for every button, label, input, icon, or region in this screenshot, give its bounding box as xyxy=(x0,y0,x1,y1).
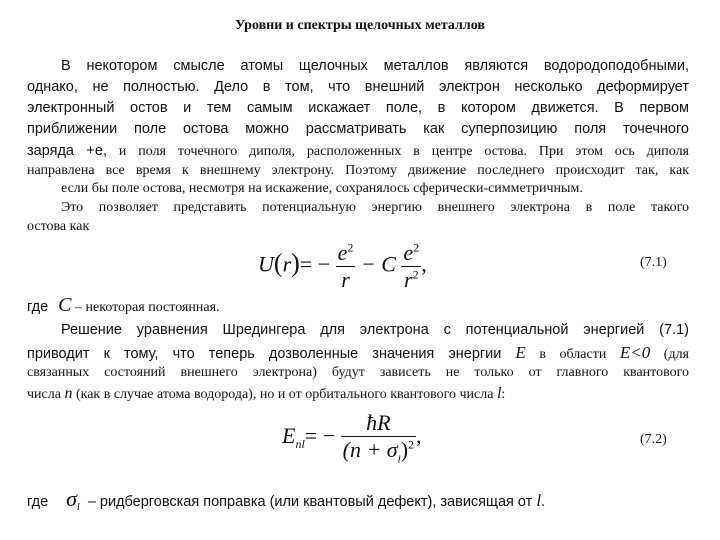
eq1-minus-c: − C xyxy=(355,251,396,277)
paragraph1-line4: приближении поле остова можно рассматривать как суперпозицию поля точечного xyxy=(27,121,689,137)
equation-7-2-number: (7.2) xyxy=(640,432,667,447)
orbital-l-2: l xyxy=(536,491,542,510)
energy-condition: E<0 xyxy=(619,343,651,362)
eq1-lhs: U xyxy=(258,251,274,277)
paragraph3-line3: связанных состояний внешнего электрона) будут зависеть не только от главного квантового xyxy=(27,365,689,380)
paragraph1-line7: если бы поле остова, несмотря на искажение, сохранялось сферически-симметричным. xyxy=(61,181,583,196)
paragraph3-line2: приводит к тому, что теперь дозволенные значения энергии E в области E<0 (для xyxy=(27,343,689,362)
dipole-text: и поля точечного диполя, расположенных в центре остова. При этом ось диполя xyxy=(106,144,689,159)
orbital-l: l xyxy=(496,385,502,402)
sigma-sub: l xyxy=(77,502,80,514)
where-sigma-line: где $\sigma_l$ – ридберговская поправка (или квантовый дефект), зависящая от l. xyxy=(27,486,546,514)
constant-c: C xyxy=(58,294,72,316)
where-label-2: где xyxy=(27,494,49,510)
eq1-fraction-2: $\frac{e^2}{r^2}$ xyxy=(403,240,420,292)
eq2-fraction: $\frac{ħR}{(n + \sigma_l)^2}$ xyxy=(342,410,415,466)
where-label: где xyxy=(27,299,49,315)
paragraph3-line1: Решение уравнения Шредингера для электрона с потенциальной энергией (7.1) xyxy=(61,322,689,338)
paragraph2-line2: остова как xyxy=(27,219,90,234)
where-c-line xyxy=(27,294,220,317)
where-sigma-text: – ридберговская поправка (или квантовый дефект), зависящая от xyxy=(87,494,537,510)
principal-n: n xyxy=(64,385,73,402)
paragraph1-line6: направлена все время к внешнему электрону. Поэтому движение последнего происходит так, как xyxy=(27,163,689,178)
where-c-text: – некоторая постоянная. xyxy=(71,300,220,315)
eq1-fraction-1: $\frac{e^2}{r}$ xyxy=(337,240,354,292)
charge-text: заряда +е, xyxy=(27,143,107,159)
eq2-comma: , xyxy=(416,422,422,448)
document-title: Уровни и спектры щелочных металлов xyxy=(235,18,485,33)
paragraph1-line3: электронный остов и тем самым искажает поле, в котором движется. В первом xyxy=(27,100,689,116)
eq2-equals-minus: = − xyxy=(304,422,336,448)
paragraph2-line1: Это позволяет представить потенциальную энергию внешнего электрона в поле такого xyxy=(61,200,689,215)
eq2-lhs: E xyxy=(282,422,296,448)
sigma-symbol: σ xyxy=(66,486,78,511)
eq2-lhs-sub: nl xyxy=(295,437,305,452)
paragraph1-line5 xyxy=(27,142,689,160)
paragraph1-line2: однако, не полностью. Дело в том, что внешний электрон несколько деформирует xyxy=(27,79,689,95)
paragraph1-line1: В некотором смысле атомы щелочных металлов являются водородоподобными, xyxy=(61,58,689,74)
energy-symbol: E xyxy=(515,343,526,362)
eq1-comma: , xyxy=(421,251,427,277)
equation-7-2 xyxy=(282,410,422,465)
eq1-arg: r xyxy=(282,251,292,277)
equation-7-1-number: (7.1) xyxy=(640,255,667,270)
eq1-equals-minus: = − xyxy=(299,251,331,277)
paragraph3-line4: числа n (как в случае атома водорода), но и от орбитального квантового числа l: xyxy=(27,385,506,402)
equation-7-1: U(r)= − $\frac{e^2}{r}$ − C $\frac{e^2}{r^2}$ , xyxy=(258,240,427,292)
